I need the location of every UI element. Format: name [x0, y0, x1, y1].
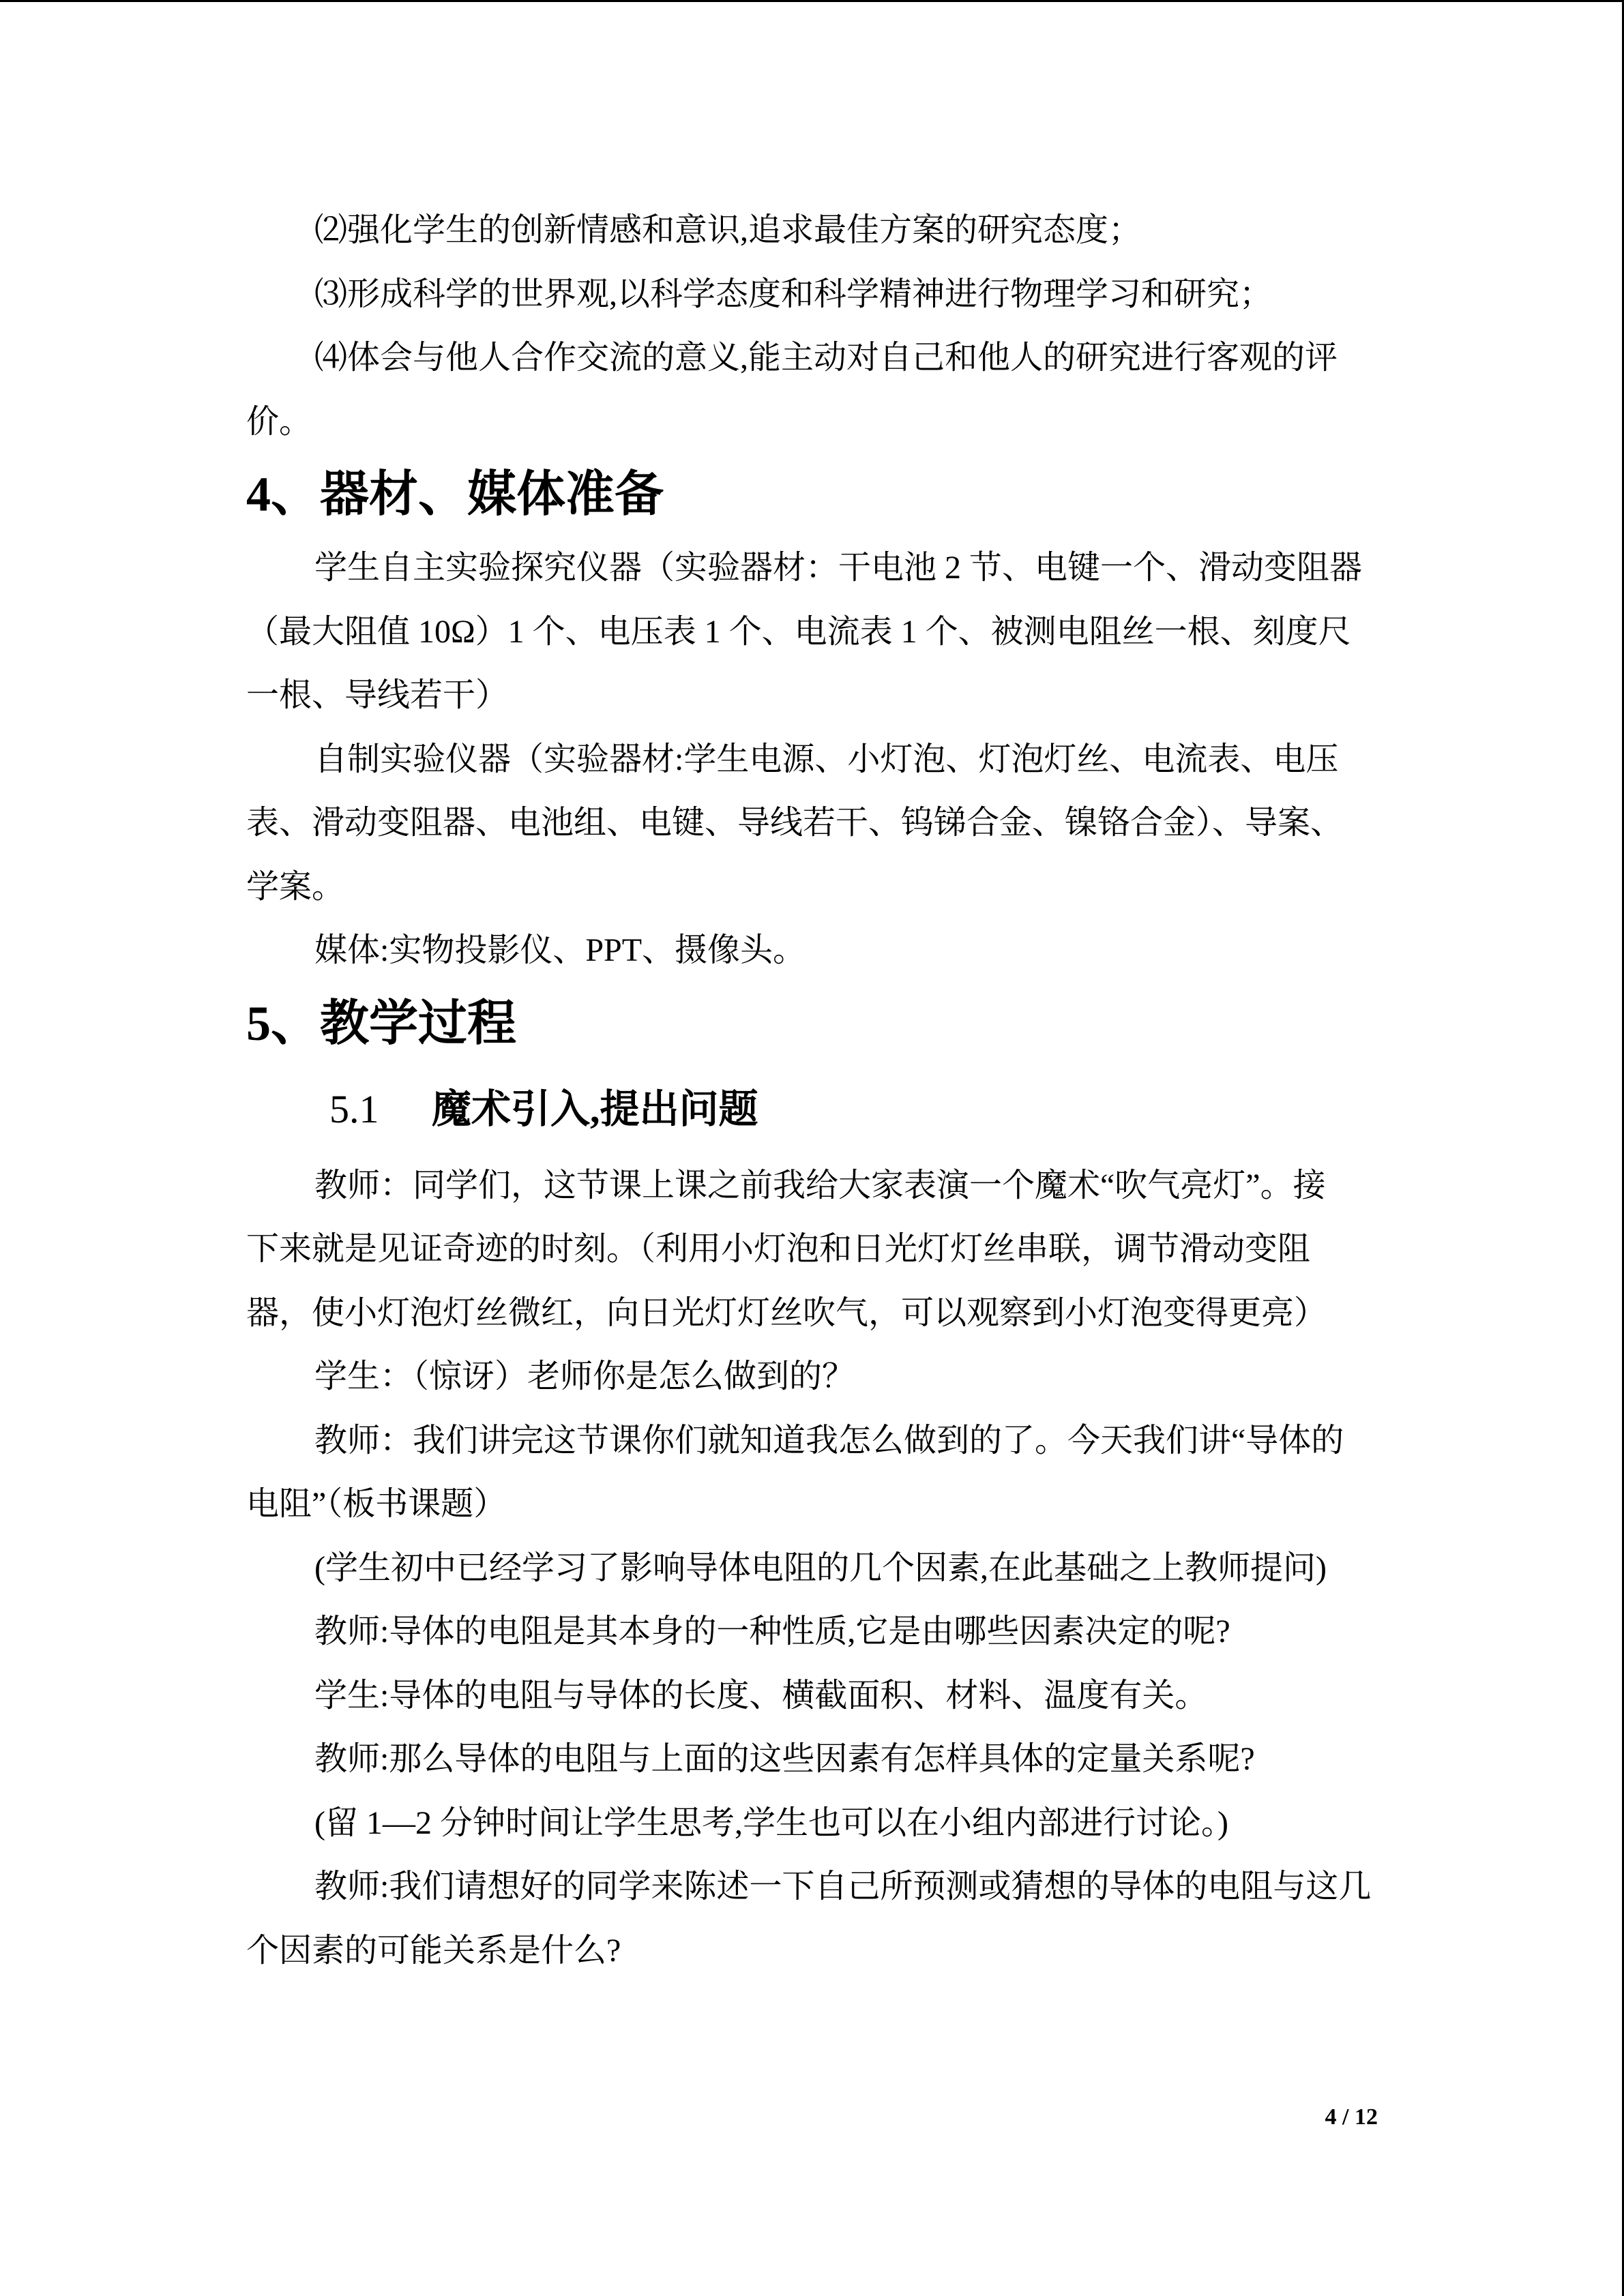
paragraph — [246, 1727, 1374, 1791]
paragraph — [246, 1600, 1374, 1664]
paragraph-line: 教师:我们请想好的同学来陈述一下自己所预测或猜想的导体的电阻与这几 — [314, 1868, 1372, 1905]
subsection-heading — [246, 1065, 1374, 1154]
paragraph-line: 一根、导线若干） — [246, 677, 509, 713]
objective-item — [246, 198, 1374, 263]
paragraph-line: 学案。 — [246, 868, 345, 905]
paragraph-line: 教师：我们讲完这节课你们就知道我怎么做到的了。今天我们讲“导体的 — [314, 1422, 1344, 1459]
paragraph — [246, 1536, 1374, 1600]
paragraph-line: 价。 — [246, 403, 312, 440]
objective-item — [246, 263, 1374, 327]
paragraph-line: (留 1—2 分钟时间让学生思考,学生也可以在小组内部进行讨论。) — [314, 1804, 1228, 1841]
paragraph-line: 学生:导体的电阻与导体的长度、横截面积、材料、温度有关。 — [314, 1677, 1208, 1714]
paragraph-line: 媒体:实物投影仪、PPT、摄像头。 — [314, 932, 806, 968]
paragraph-line: 表、滑动变阻器、电池组、电键、导线若干、钨锑合金、镍铬合金）、导案、 — [246, 805, 1344, 841]
paragraph — [246, 728, 1374, 919]
paragraph-line: ⑵强化学生的创新情感和意识,追求最佳方案的研究态度； — [314, 212, 1142, 248]
paragraph-line: ⑶形成科学的世界观,以科学态度和科学精神进行物理学习和研究； — [314, 275, 1273, 312]
paragraph-line: 电阻”（板书课题） — [246, 1486, 507, 1522]
paragraph-line: 教师:那么导体的电阻与上面的这些因素有怎样具体的定量关系呢? — [314, 1741, 1255, 1777]
paragraph-line: （最大阻值 10Ω）1 个、电压表 1 个、电流表 1 个、被测电阻丝一根、刻度尺 — [246, 613, 1351, 650]
section-heading-equipment-media: 4、器材、媒体准备 — [246, 467, 664, 522]
paragraph-line: (学生初中已经学习了影响导体电阻的几个因素,在此基础之上教师提问) — [314, 1549, 1327, 1586]
objective-item — [246, 326, 1374, 453]
paragraph-line: 自制实验仪器（实验器材:学生电源、小灯泡、灯泡灯丝、电流表、电压 — [314, 741, 1339, 777]
document-body — [246, 198, 1374, 1982]
paragraph — [246, 1855, 1374, 1982]
paragraph-line: 器，使小灯泡灯丝微红，向日光灯灯丝吹气，可以观察到小灯泡变得更亮） — [246, 1294, 1327, 1331]
paragraph-line: 学生自主实验探究仪器（实验器材：干电池 2 节、电键一个、滑动变阻器 — [314, 550, 1363, 586]
paragraph-line: 下来就是见证奇迹的时刻。（利用小灯泡和日光灯灯丝串联，调节滑动变阻 — [246, 1231, 1311, 1267]
paragraph — [246, 1345, 1374, 1409]
paragraph — [246, 536, 1374, 728]
subsection-title: 魔术引入,提出问题 — [432, 1086, 758, 1131]
paragraph — [246, 1154, 1374, 1345]
paragraph — [246, 919, 1374, 983]
paragraph — [246, 1664, 1374, 1728]
paragraph-line: 教师：同学们，这节课上课之前我给大家表演一个魔术“吹气亮灯”。接 — [314, 1167, 1326, 1204]
page-number: 4 / 12 — [1325, 2104, 1378, 2130]
paragraph-line: 个因素的可能关系是什么? — [246, 1932, 621, 1969]
paragraph-line: ⑷体会与他人合作交流的意义,能主动对自己和他人的研究进行客观的评 — [314, 340, 1338, 376]
section-heading-teaching-process: 5、教学过程 — [246, 996, 517, 1051]
paragraph — [246, 1791, 1374, 1855]
paragraph-line: 学生：（惊讶）老师你是怎么做到的？ — [314, 1358, 855, 1395]
subsection-number: 5.1 — [329, 1086, 379, 1131]
paragraph — [246, 1409, 1374, 1536]
paragraph-line: 教师:导体的电阻是其本身的一种性质,它是由哪些因素决定的呢? — [314, 1613, 1230, 1650]
